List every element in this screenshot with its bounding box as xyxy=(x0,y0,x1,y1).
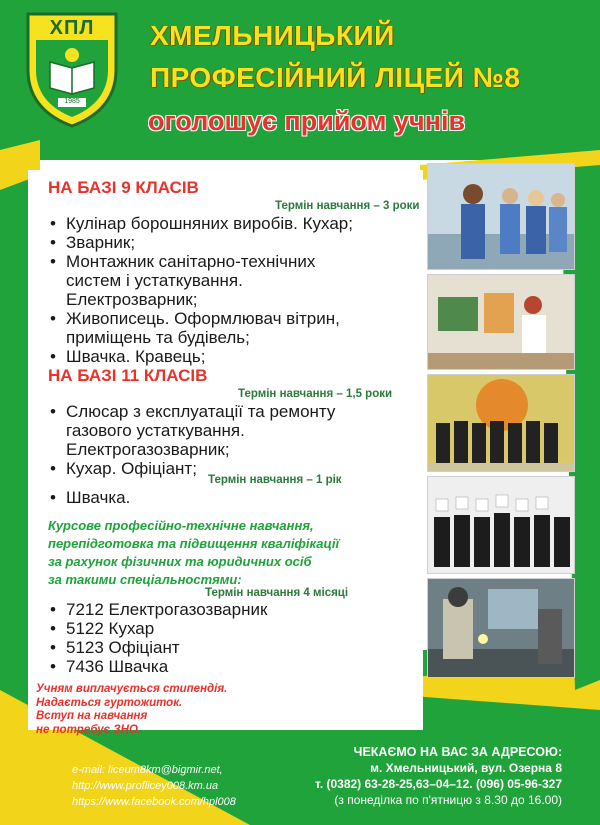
facebook-link[interactable]: https://www.facebook.com/hpl008 xyxy=(72,796,236,808)
address-block xyxy=(315,744,562,808)
section-9-heading: НА БАЗІ 9 КЛАСІВ xyxy=(48,178,199,197)
students-group-photo xyxy=(427,374,575,472)
note-line: Вступ на навчання xyxy=(36,710,148,722)
list-item: • Швачка. xyxy=(50,488,130,507)
list-item: • 5122 Кухар xyxy=(50,619,267,638)
address-heading: ЧЕКАЄМО НА ВАС ЗА АДРЕСОЮ: xyxy=(353,745,562,759)
address-phones: т. (0382) 63-28-25,63–04–12. (096) 05-96-327 xyxy=(315,777,562,791)
list-item: • Кулінар борошняних виробів. Кухар; xyxy=(50,214,415,233)
title-lyceum: ПРОФЕСІЙНИЙ ЛІЦЕЙ №8 xyxy=(150,62,521,93)
section-11-heading: НА БАЗІ 11 КЛАСІВ xyxy=(48,366,208,385)
courses-list xyxy=(50,600,267,676)
courses-line: за такими спеціальностями: xyxy=(48,572,242,587)
list-item: • 5123 Офіціант xyxy=(50,638,267,657)
website-link[interactable]: http://www.proflicey008.km.ua xyxy=(72,780,219,792)
address-street: м. Хмельницький, вул. Озерна 8 xyxy=(370,761,562,775)
contacts-block xyxy=(72,762,236,810)
courses-line: за рахунок фізичних та юридичних осіб xyxy=(48,554,312,569)
courses-line: Курсове професійно-технічне навчання, xyxy=(48,518,314,533)
email-link[interactable]: e-mail: liceum8km@bigmir.net, xyxy=(72,764,223,776)
emblem-year: 1985 xyxy=(64,98,80,105)
list-item: • Живописець. Оформлювач вітрин, приміщень та будівель; xyxy=(50,309,380,347)
list-item: • 7436 Швачка xyxy=(50,657,267,676)
courses-line: перепідготовка та підвищення кваліфікації xyxy=(48,536,340,551)
lyceum-emblem xyxy=(22,10,122,128)
section-9-term: Термін навчання – 3 роки xyxy=(275,200,420,212)
cooks-group-photo xyxy=(427,476,575,574)
section-9-list xyxy=(50,214,415,366)
emblem-abbreviation: ХПЛ xyxy=(49,17,95,39)
courses-description xyxy=(48,517,339,589)
courses-term: Термін навчання 4 місяці xyxy=(205,587,349,599)
list-item: • Монтажник санітарно-технічних систем і устаткування. Електрозварник; xyxy=(50,252,340,309)
note-line: Надається гуртожиток. xyxy=(36,696,183,709)
list-item: • 7212 Електрогазозварник xyxy=(50,600,267,619)
list-item: • Кухар. Офіціант; xyxy=(50,459,390,478)
address-hours: (з понеділка по п'ятницю з 8.30 до 16.00) xyxy=(334,793,562,807)
title-city: ХМЕЛЬНИЦЬКИЙ xyxy=(150,20,395,51)
list-item: • Зварник; xyxy=(50,233,415,252)
section-11-term-1: Термін навчання – 1,5 роки xyxy=(238,388,393,400)
group-photo xyxy=(427,163,575,270)
announcement-heading: оголошує прийом учнів xyxy=(148,106,466,136)
welding-workshop-photo xyxy=(427,578,575,678)
section-11-list-1 xyxy=(50,402,390,478)
section-11-term-2: Термін навчання – 1 рік xyxy=(208,474,342,486)
section-11-list-2 xyxy=(50,488,130,507)
benefits-notes xyxy=(36,683,227,737)
note-line: Учням виплачується стипендія. xyxy=(36,683,228,695)
painting-class-photo xyxy=(427,274,575,370)
note-line: не потребує ЗНО. xyxy=(36,723,142,736)
list-item: • Швачка. Кравець; xyxy=(50,347,415,366)
list-item: • Слюсар з експлуатації та ремонту газового устаткування. Електрогазозварник; xyxy=(50,402,390,459)
